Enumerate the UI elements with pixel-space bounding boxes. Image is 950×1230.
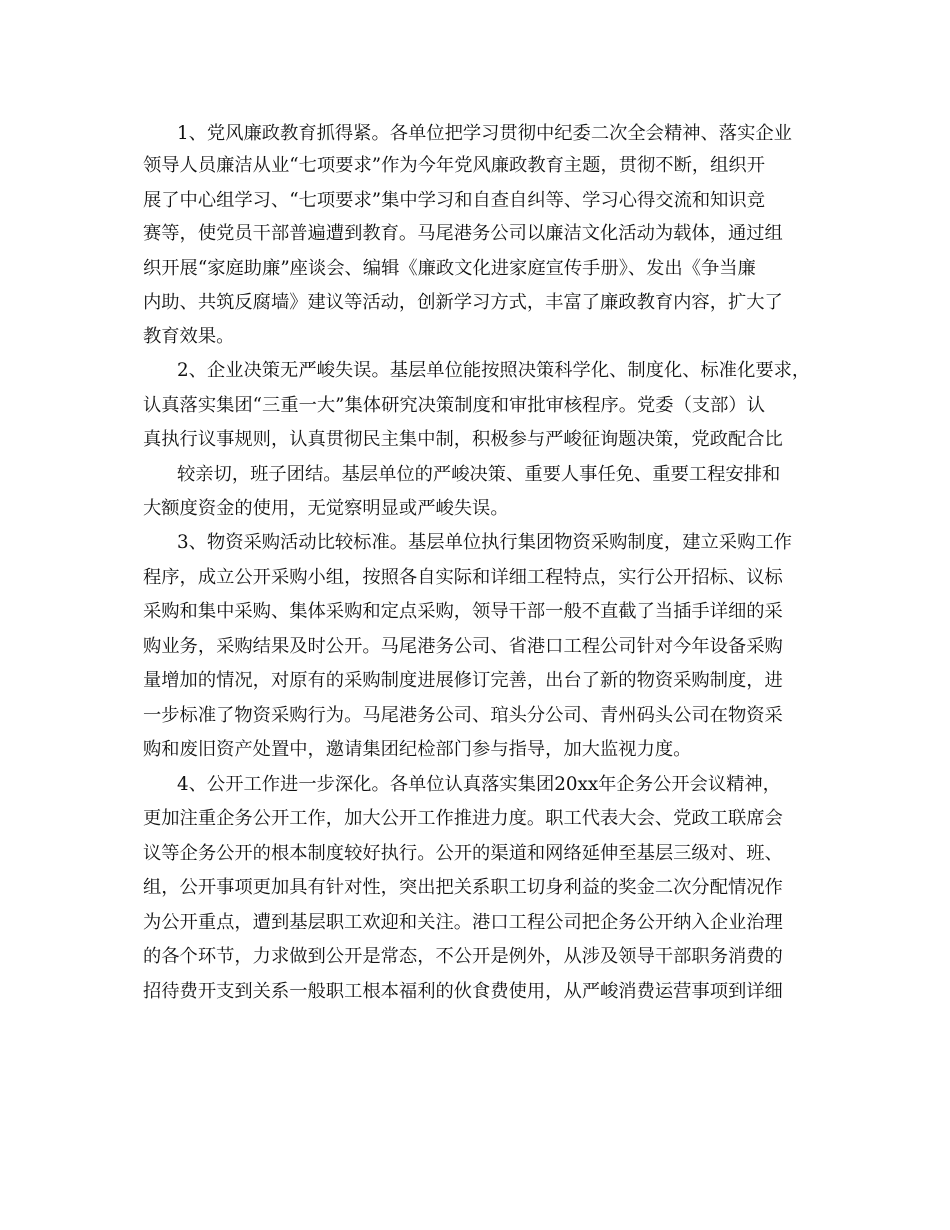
text-line: 2、企业决策无严峻失误。基层单位能按照决策科学化、制度化、标准化要求， [177,360,811,381]
text-line: 一步标准了物资采购行为。马尾港务公司、琯头分公司、青州码头公司在物资采 [143,705,783,726]
text-line: 议等企务公开的根本制度较好执行。公开的渠道和网络延伸至基层三级对、班、 [143,843,783,864]
text-line: 3、物资采购活动比较标准。基层单位执行集团物资采购制度，建立采购工作 [177,532,792,553]
text-line: 教育效果。 [143,326,235,347]
text-line: 展了中心组学习、“七项要求”集中学习和自查自纠等、学习心得交流和知识竞 [143,190,765,211]
text-line: 程序，成立公开采购小组，按照各自实际和详细工程特点，实行公开招标、议标 [143,567,783,588]
text-line: 大额度资金的使用，无觉察明显或严峻失误。 [143,498,509,519]
text-line: 4、公开工作进一步深化。各单位认真落实集团20xx年企务公开会议精神， [177,774,781,795]
text-line: 购和废旧资产处置中，邀请集团纪检部门参与指导，加大监视力度。 [143,739,692,760]
text-line: 认真落实集团“三重一大”集体研究决策制度和审批审核程序。党委（支部）认 [143,395,765,416]
text-line: 为公开重点，遭到基层职工欢迎和关注。港口工程公司把企务公开纳入企业治理 [143,912,783,933]
text-line: 购业务，采购结果及时公开。马尾港务公司、省港口工程公司针对今年设备采购 [143,636,783,657]
text-line: 织开展“家庭助廉”座谈会、编辑《廉政文化进家庭宣传手册》、发出《争当廉 [143,258,756,279]
text-line: 招待费开支到关系一般职工根本福利的伙食费使用，从严峻消费运营事项到详细 [143,981,783,1002]
text-line: 赛等，使党员干部普遍遭到教育。马尾港务公司以廉洁文化活动为载体，通过组 [143,223,783,244]
text-line: 1、党风廉政教育抓得紧。各单位把学习贯彻中纪委二次全会精神、落实企业 [177,123,792,144]
text-line: 真执行议事规则，认真贯彻民主集中制，积极参与严峻征询题决策，党政配合比 [143,429,783,450]
text-line: 领导人员廉洁从业“七项要求”作为今年党风廉政教育主题，贯彻不断，组织开 [143,155,765,176]
text-line: 内助、共筑反腐墙》建议等活动，创新学习方式，丰富了廉政教育内容，扩大了 [143,292,783,313]
text-line: 采购和集中采购、集体采购和定点采购，领导干部一般不直截了当插手详细的采 [143,601,783,622]
text-line: 组，公开事项更加具有针对性，突出把关系职工切身利益的奖金二次分配情况作 [143,877,783,898]
text-line: 较亲切，班子团结。基层单位的严峻决策、重要人事任免、重要工程安排和 [177,464,781,485]
text-line: 量增加的情况，对原有的采购制度进展修订完善，出台了新的物资采购制度，进 [143,670,783,691]
text-line: 更加注重企务公开工作，加大公开工作推进力度。职工代表大会、党政工联席会 [143,808,783,829]
text-line: 的各个环节，力求做到公开是常态，不公开是例外，从涉及领导干部职务消费的 [143,946,783,967]
